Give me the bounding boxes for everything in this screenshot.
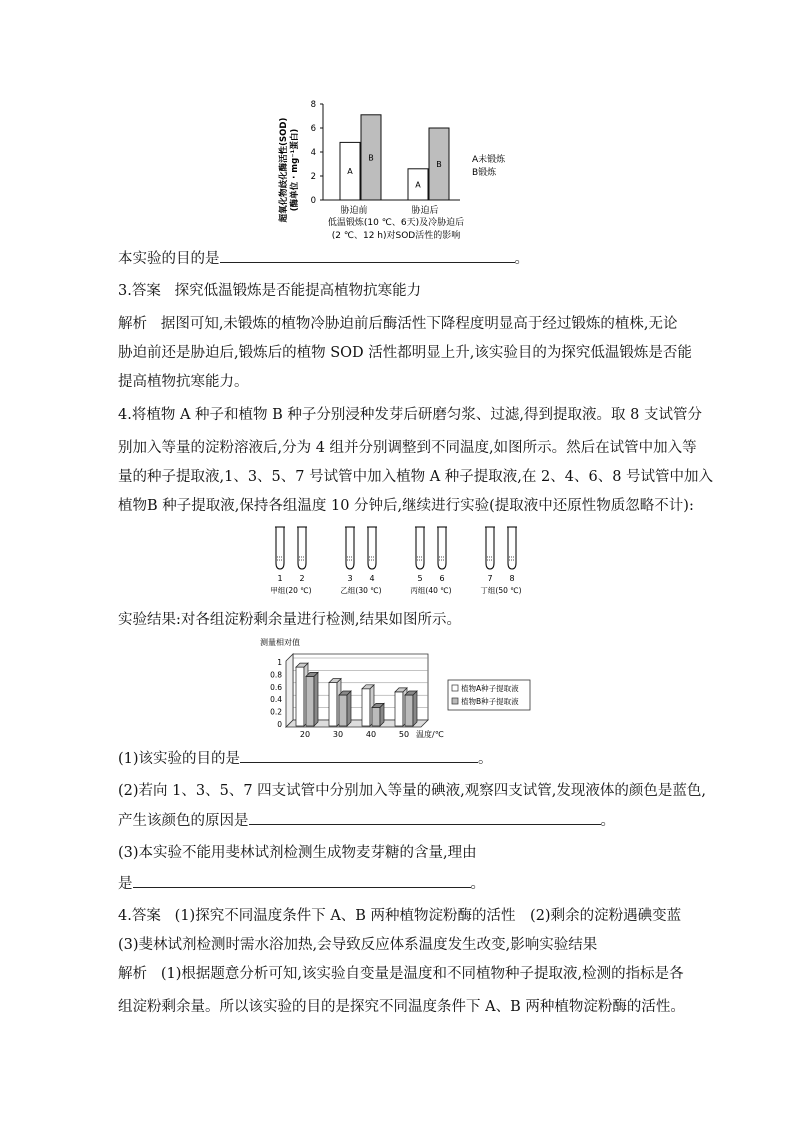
starch-category: 20 — [299, 730, 311, 739]
q4-sub1-text: (1)该实验的目的是 — [118, 751, 241, 767]
q3-prompt: 本实验的目的是 — [118, 251, 220, 267]
q4-sub3-end: 。 — [470, 876, 485, 892]
q4-sub1-end: 。 — [478, 751, 493, 767]
sod-legend-a: A未锻炼 — [472, 155, 506, 165]
q4-stem-l4: 植物B 种子提取液,保持各组温度 10 分钟后,继续进行实验(提取液中还原性物质忽略不计): — [118, 498, 694, 514]
sod-ytick-label: 6 — [310, 124, 316, 134]
q3-analysis-l2: 胁迫前还是胁迫后,锻炼后的植物 SOD 活性都明显上升,该实验目的为探究低温锻炼是否能 — [118, 345, 692, 361]
q4-sub2-blank[interactable] — [249, 810, 601, 825]
q3-analysis-label: 解析 — [118, 316, 147, 332]
test-tubes-figure — [258, 525, 538, 600]
tube-group-label: 丙组(40 ℃) — [410, 586, 452, 595]
q4-sub2-l1: (2)若向 1、3、5、7 四支试管中分别加入等量的碘液,观察四支试管,发现液体的颜色是蓝色, — [118, 783, 706, 799]
q3-prompt-line — [118, 248, 529, 269]
q4-sub3-l1: (3)本实验不能用斐林试剂检测生成物麦芽糖的含量,理由 — [118, 845, 477, 861]
test-tube-5 — [416, 527, 424, 569]
starch-bar-1-20 — [306, 676, 314, 726]
q3-end: 。 — [514, 251, 529, 267]
starch-title: 测量相对值 — [260, 638, 300, 647]
legend-a: 植物A种子提取液 — [461, 684, 519, 693]
q3-analysis-text-1: 据图可知,未锻炼的植物冷胁迫前后酶活性下降程度明显高于经过锻炼的植株,无论 — [160, 316, 678, 332]
tube-number: 2 — [299, 574, 305, 583]
q3-answer: 探究低温锻炼是否能提高植物抗寒能力 — [174, 283, 422, 299]
sod-bar-label: B — [436, 160, 442, 169]
q4-sub2-text: 产生该颜色的原因是 — [118, 813, 249, 829]
q3-answer-label: 3.答案 — [118, 283, 161, 299]
test-tube-8 — [508, 527, 516, 569]
starch-bar-0-20 — [296, 667, 304, 726]
sod-ylabel-2: (酶单位 · mg⁻¹蛋白) — [290, 128, 300, 212]
test-tube-1 — [276, 527, 284, 569]
starch-ytick: 0 — [277, 720, 282, 729]
test-tube-2 — [298, 527, 306, 569]
starch-category: 50 — [398, 730, 410, 739]
tube-number: 6 — [439, 574, 445, 583]
q4-answer-text-1: (1)探究不同温度条件下 A、B 两种植物淀粉酶的活性 (2)剩余的淀粉遇碘变蓝 — [174, 908, 682, 924]
test-tube-7 — [486, 527, 494, 569]
legend-b: 植物B种子提取液 — [461, 697, 519, 706]
starch-ytick: 1 — [277, 658, 282, 667]
q4-answer-l1 — [118, 906, 681, 926]
starch-bar-0-40 — [362, 689, 370, 726]
q4-sub3-text: 是 — [118, 876, 133, 892]
q4-stem-l1: 4.将植物 A 种子和植物 B 种子分别浸种发芽后研磨匀浆、过滤,得到提取液。取 8 支试管分 — [118, 407, 702, 423]
q4-answer-l2: (3)斐林试剂检测时需水浴加热,会导致反应体系温度发生改变,影响实验结果 — [118, 937, 598, 953]
sod-ytick-label: 8 — [310, 100, 316, 110]
sod-ylabel-1: 超氧化物歧化酶活性(SOD) — [279, 117, 289, 223]
sod-cat-0: 胁迫前 — [340, 206, 368, 216]
sod-cat-1: 胁迫后 — [411, 206, 439, 216]
starch-bar-0-50 — [395, 692, 403, 726]
tube-number: 4 — [369, 574, 375, 583]
tube-group-label: 甲组(20 ℃) — [270, 586, 312, 595]
sod-bar-label: A — [347, 167, 353, 177]
sod-bar-label: A — [415, 180, 421, 190]
tube-number: 5 — [417, 574, 423, 583]
sod-caption-1: 低温锻炼(10 ℃、6天)及冷胁迫后 — [327, 218, 465, 228]
sod-legend-b: B锻炼 — [472, 168, 497, 178]
sod-ytick-label: 0 — [310, 196, 316, 206]
starch-category: 30 — [332, 730, 344, 739]
tube-number: 3 — [347, 574, 353, 583]
starch-bar-side — [413, 691, 417, 726]
sod-ytick-label: 2 — [310, 172, 316, 182]
q4-sub3-blank[interactable] — [133, 873, 471, 888]
q3-answer-blank[interactable] — [220, 248, 515, 263]
test-tube-4 — [368, 527, 376, 569]
starch-bar-1-40 — [372, 707, 380, 726]
tube-group-label: 乙组(30 ℃) — [340, 586, 382, 595]
q4-analysis-text-1: (1)根据题意分析可知,该实验自变量是温度和不同植物种子提取液,检测的指标是各 — [160, 966, 684, 982]
test-tube-3 — [346, 527, 354, 569]
q4-sub2-l2 — [118, 810, 615, 831]
q4-analysis-l2: 组淀粉剩余量。所以该实验的目的是探究不同温度条件下 A、B 两种植物淀粉酶的活性。 — [118, 999, 685, 1015]
tube-number: 7 — [487, 574, 493, 583]
tube-number: 8 — [509, 574, 515, 583]
q4-sub3-l2 — [118, 873, 485, 894]
starch-bar-1-50 — [405, 695, 413, 726]
starch-chart — [258, 636, 538, 742]
sod-ytick-label: 4 — [310, 148, 316, 158]
q4-sub1-blank[interactable] — [240, 748, 478, 763]
starch-ytick: 0.8 — [270, 670, 282, 680]
starch-bar-0-30 — [329, 683, 337, 726]
sod-caption-2: (2 ℃、12 h)对SOD活性的影响 — [331, 231, 461, 241]
q4-analysis-label: 解析 — [118, 966, 147, 982]
tube-group-label: 丁组(50 ℃) — [480, 586, 522, 595]
q4-sub1 — [118, 748, 493, 769]
q4-stem-l3: 量的种子提取液,1、3、5、7 号试管中加入植物 A 种子提取液,在 2、4、6、8 号试管中加入 — [118, 469, 714, 485]
q3-analysis-l1 — [118, 314, 678, 334]
starch-bar-1-30 — [339, 695, 347, 726]
q3-analysis-l3: 提高植物抗寒能力。 — [118, 374, 249, 390]
sod-chart — [270, 92, 520, 244]
starch-xlabel: 温度/℃ — [416, 730, 444, 739]
q4-answer-label: 4.答案 — [118, 908, 161, 924]
test-tube-6 — [438, 527, 446, 569]
q3-answer-line — [118, 281, 421, 301]
tube-number: 1 — [277, 574, 283, 583]
starch-ytick: 0.6 — [270, 682, 282, 692]
starch-category: 40 — [365, 730, 377, 739]
legend-swatch-a — [452, 685, 458, 691]
sod-bar-label: B — [368, 153, 374, 163]
q4-sub2-end: 。 — [600, 813, 615, 829]
q4-stem-l2: 别加入等量的淀粉溶液后,分为 4 组并分别调整到不同温度,如图所示。然后在试管中加入等 — [118, 440, 697, 456]
q4-result: 实验结果:对各组淀粉剩余量进行检测,结果如图所示。 — [118, 612, 461, 628]
starch-bar-side — [314, 672, 318, 726]
starch-ytick: 0.2 — [270, 707, 282, 717]
q4-analysis-l1 — [118, 964, 684, 984]
legend-swatch-b — [452, 698, 458, 704]
starch-bar-side — [347, 691, 351, 726]
starch-ytick: 0.4 — [270, 695, 282, 705]
